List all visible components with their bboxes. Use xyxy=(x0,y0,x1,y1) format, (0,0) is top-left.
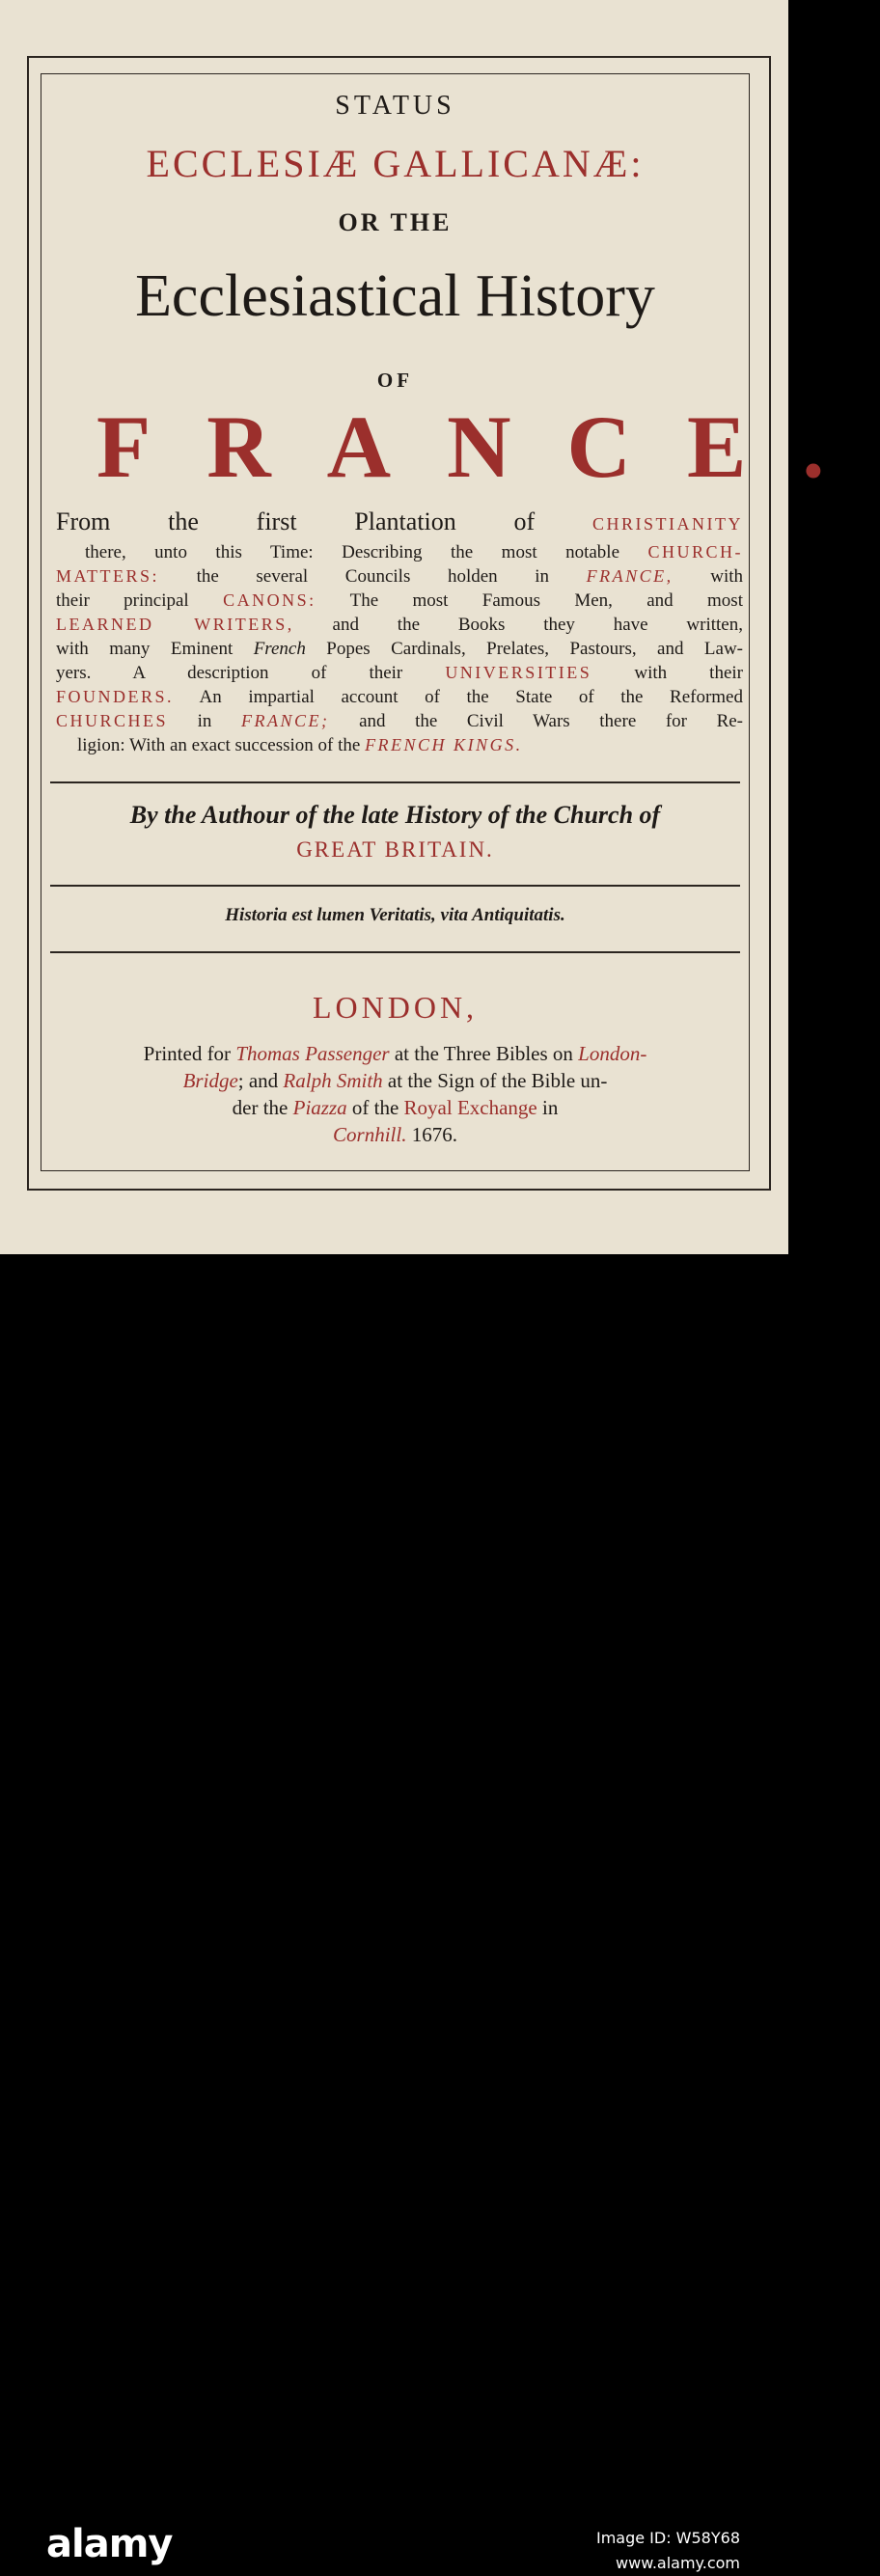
text-run: there, unto this Time: Describing the most notable xyxy=(85,542,648,562)
watermark-bar xyxy=(0,1254,788,2572)
text-run: The most Famous Men, and most xyxy=(316,590,743,611)
imprint-line xyxy=(50,1121,740,1148)
author-line-great-britain: GREAT BRITAIN. xyxy=(296,837,494,862)
title-line-ecclesiae: ECCLESIÆ GALLICANÆ: xyxy=(146,142,645,185)
text-run: the several Councils holden in xyxy=(159,566,587,587)
text-run: in xyxy=(168,711,241,731)
place-of-publication: LONDON, xyxy=(312,990,479,1025)
description-line xyxy=(56,733,743,757)
text-run: CHURCHES xyxy=(56,711,169,730)
description-line xyxy=(56,589,743,613)
title-line-status: STATUS xyxy=(335,91,455,121)
text-run: An impartial account of the State of the Reformed xyxy=(174,687,743,707)
text-run: Royal Exchange xyxy=(403,1096,537,1119)
title-line-or-the: OR THE xyxy=(338,208,453,236)
alamy-logo: alamy xyxy=(46,2522,173,2566)
text-run: Thomas Passenger xyxy=(235,1042,390,1065)
text-run: with their xyxy=(591,663,743,683)
description-line xyxy=(56,564,743,589)
imprint-line xyxy=(50,1040,740,1067)
title-page xyxy=(0,0,880,1254)
text-run: Ralph Smith xyxy=(283,1069,383,1092)
text-run: French xyxy=(253,639,306,659)
text-run: CHURCH- xyxy=(647,542,743,562)
text-run: their principal xyxy=(56,590,224,611)
text-run: with many Eminent xyxy=(56,639,254,659)
title-line-france: FRANCE. xyxy=(96,397,880,496)
divider-rule xyxy=(50,781,740,783)
description-line xyxy=(56,661,743,685)
description-paragraph xyxy=(56,506,743,757)
text-run: FOUNDERS. xyxy=(56,687,175,706)
text-run: at the Sign of the Bible un- xyxy=(382,1069,608,1092)
text-run: FRENCH KINGS. xyxy=(365,735,523,754)
text-run: der the xyxy=(232,1096,293,1119)
author-line: By the Authour of the late History of the Church of xyxy=(129,801,661,829)
imprint-line xyxy=(50,1094,740,1121)
text-run: yers. A description of their xyxy=(56,663,446,683)
description-line xyxy=(56,540,743,564)
stock-info xyxy=(596,2526,740,2576)
divider-rule xyxy=(50,951,740,953)
text-run: 1676. xyxy=(406,1123,457,1146)
text-run: in xyxy=(536,1096,559,1119)
text-run: with xyxy=(673,566,743,587)
text-run: and the Books they have written, xyxy=(293,615,743,635)
description-line xyxy=(56,637,743,661)
text-run: and the Civil Wars there for Re- xyxy=(329,711,744,731)
motto: Historia est lumen Veritatis, vita Antiquitatis. xyxy=(225,905,565,925)
text-run: ligion: With an exact succession of the xyxy=(77,735,366,755)
description-line xyxy=(56,709,743,733)
title-line-ecclesiastical-history: Ecclesiastical History xyxy=(135,263,655,329)
text-run: Bridge xyxy=(182,1069,238,1092)
description-line xyxy=(56,685,743,709)
text-run: FRANCE, xyxy=(586,566,674,586)
text-run: Cornhill. xyxy=(333,1123,407,1146)
text-run: Printed for xyxy=(143,1042,236,1065)
text-run: London- xyxy=(578,1042,647,1065)
text-run: Piazza xyxy=(292,1096,347,1119)
text-run: ; and xyxy=(237,1069,284,1092)
text-run: at the Three Bibles on xyxy=(389,1042,579,1065)
text-run: LEARNED WRITERS, xyxy=(56,615,294,634)
text-run: CHRISTIANITY xyxy=(592,514,743,534)
text-run: of the xyxy=(346,1096,404,1119)
description-line xyxy=(56,613,743,637)
text-run: MATTERS: xyxy=(56,566,160,586)
text-run: UNIVERSITIES xyxy=(445,663,592,682)
description-line xyxy=(56,506,743,540)
divider-rule xyxy=(50,885,740,887)
text-run: FRANCE; xyxy=(240,711,330,730)
site-url: www.alamy.com xyxy=(616,2554,740,2572)
text-run: From the first Plantation of xyxy=(56,507,592,535)
text-run: Popes Cardinals, Prelates, Pastours, and Law- xyxy=(305,639,743,659)
imprint-line xyxy=(50,1067,740,1094)
image-id: Image ID: W58Y68 xyxy=(595,2529,740,2547)
title-line-of: OF xyxy=(376,369,414,392)
imprint xyxy=(50,1040,740,1148)
text-run: CANONS: xyxy=(223,590,316,610)
